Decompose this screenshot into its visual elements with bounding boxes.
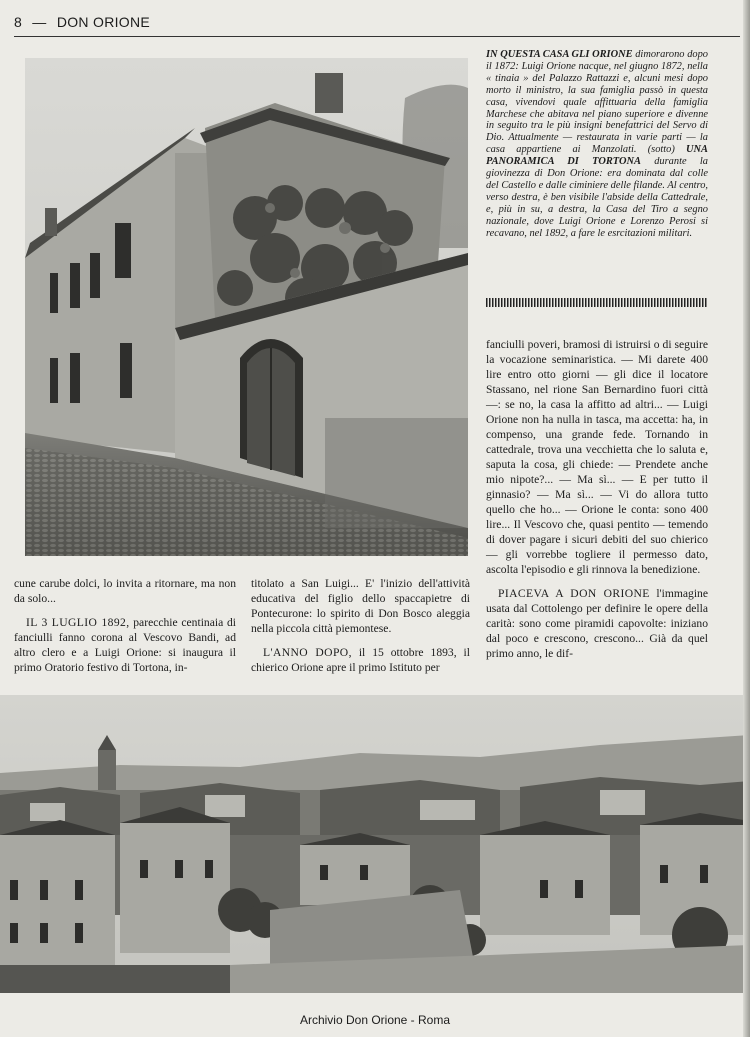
paragraph: cune carube dolci, lo invita a ritornare, ma non da solo...: [14, 577, 236, 605]
paragraph-lead: PIACEVA A DON ORIONE: [498, 587, 650, 600]
paragraph-text: il 15 ottobre 1893, il chierico Orione apre il primo Istituto per: [251, 646, 470, 674]
orione-house-photo: [25, 58, 468, 556]
paragraph-text: l'immagine usata dal Cottolengo per definire le opere della carità: sono come piramidi capovolte: iniziano dal poco e crescono, crescono... Già da quel primo anno, le dif-: [486, 587, 708, 660]
caption-lead-house: IN QUESTA CASA GLI ORIONE: [486, 49, 633, 60]
paragraph: [251, 645, 470, 675]
paragraph: [486, 586, 708, 661]
text-column-3: [486, 337, 708, 670]
text-column-1: [14, 576, 236, 684]
paragraph: [14, 615, 236, 675]
caption-lead-panorama: UNA PANORAMICA DI TORTONA: [486, 144, 708, 168]
tortona-panorama-image: [0, 695, 750, 993]
header-separator: —: [32, 14, 47, 30]
paragraph-lead: L'ANNO DOPO,: [263, 646, 352, 659]
page-edge-shadow: [743, 0, 750, 1037]
caption-text-panorama: durante la giovinezza di Don Orione: era dominata dal colle del Castello e dalle ciminiere delle filande. Al centro, verso destra, è ben visibile l'abside della Cattedrale, e, più in su, a destra, la Casa del Tiro a segno nazionale, dove Luigi Orione e Lorenzo Perosi si recavano, nel 1892, a fare le esrcitazioni militari.: [486, 156, 708, 239]
page-number: 8: [14, 14, 23, 30]
photo-caption: [486, 49, 708, 240]
paragraph-lead: IL 3 LUGLIO 1892,: [26, 616, 130, 629]
paragraph: fanciulli poveri, bramosi di istruirsi o di seguire la vocazione seminaristica. — Mi darete 400 lire entro otto giorni — gli dice il locatore Stassano, nel rione San Bernardino fuori città —: se no, la casa la affitto ad altri... — Luigi Orione non ha nulla in tasca, ma accetta: ha, in compenso, una grande fede. Tornando in cattedrale, trova una vecchietta che lo saluta e, saputa la cosa, gli chiede: — Prendete anche mio nipote?... — Ma sì... — E per tutto il ginnasio? — Ma sì... — Vi do allora tutto quello che ho... — Orione le conta: sono 400 lire... Il Vescovo che, quasi pentito — temendo di dover pagare i sicuri debiti del suo chierico — gli vorrebbe togliere il permesso dato, ascolta l'episodio e gli rinnova la benedizione.: [486, 338, 708, 576]
text-column-2: [251, 576, 470, 684]
section-title: DON ORIONE: [56, 14, 151, 30]
page-header: [14, 14, 740, 37]
orione-house-image: [25, 58, 468, 556]
paragraph-text: parecchie centinaia di fanciulli fanno corona al Vescovo Bandi, ad altro clero e a Luigi Orione: si inaugura il primo Oratorio festivo di Tortona, in-: [14, 616, 236, 674]
paragraph: titolato a San Luigi... E' l'inizio dell'attività educativa del figlio dello spaccapietre di Pontecurone: lo spirito di Don Bosco aleggia nella piccola città piemontese.: [251, 577, 470, 635]
decorative-divider: [486, 298, 708, 307]
tortona-panorama-photo: [0, 695, 750, 993]
archive-footer: Archivio Don Orione - Roma: [299, 1013, 451, 1027]
caption-text-house: dimorarono dopo il 1872: Luigi Orione nacque, nel giugno 1872, nella « tinaia » del Palazzo Rattazzi e, alcuni mesi dopo morto il ministro, la sua famiglia passò in questa casa, vivendovi quale affittuaria della famiglia Marchese che abitava nel piano superiore e divenne in seguito tra le più insigni benefattrici del Servo di Dio. Attualmente — restaurata in varie parti — la casa appartiene ai Manzolati. (sotto): [486, 49, 708, 156]
